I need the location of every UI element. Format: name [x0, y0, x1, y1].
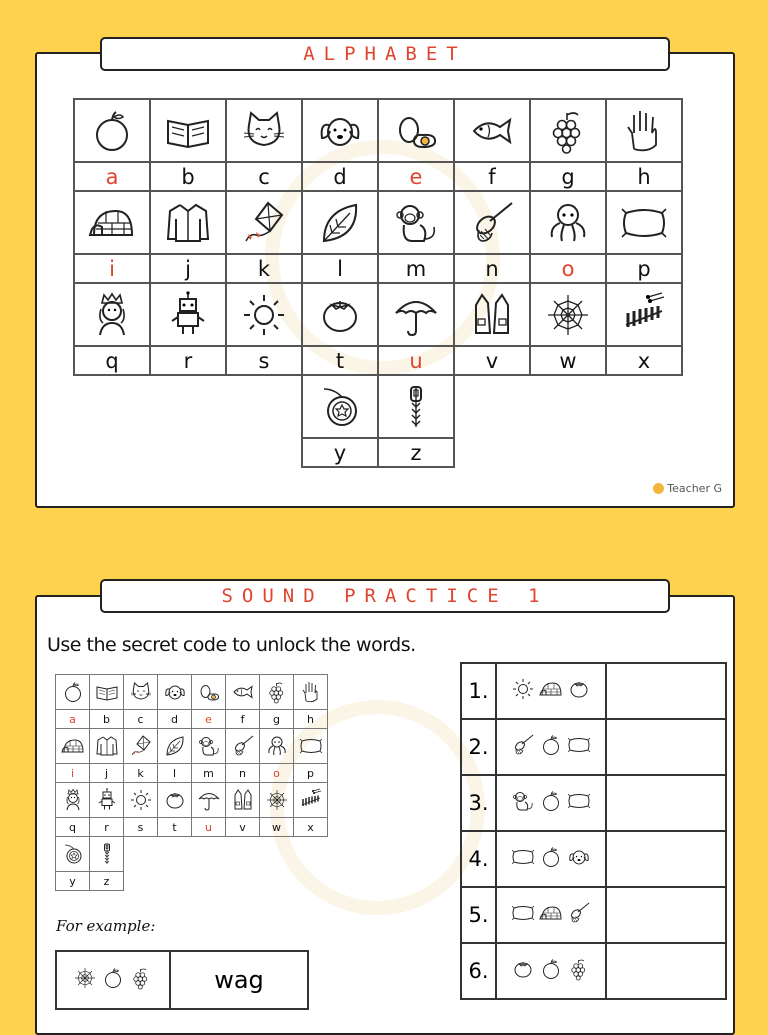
umbrella-icon — [379, 289, 453, 341]
code-cell-k-letter: k — [124, 764, 158, 783]
sun-icon — [227, 289, 301, 341]
answer-blank[interactable] — [606, 887, 726, 943]
monkey-icon — [379, 197, 453, 249]
code-cell-y-picture — [56, 837, 90, 872]
jacket-icon — [90, 733, 123, 759]
code-cell-p-letter: p — [294, 764, 328, 783]
sun-icon — [510, 676, 536, 706]
code-cell-f-letter: f — [226, 710, 260, 729]
big-cell-y-picture — [302, 375, 378, 438]
big-cell-h-letter: h — [606, 162, 682, 191]
leaf-icon — [158, 733, 191, 759]
big-cell-q-letter: q — [74, 346, 150, 375]
big-cell-k-letter: k — [226, 254, 302, 283]
answer-table — [460, 662, 727, 1000]
pillow-icon — [510, 844, 536, 874]
big-cell-t-picture — [302, 283, 378, 346]
jacket-icon — [151, 197, 225, 249]
tomato-icon — [158, 787, 191, 813]
question-clue — [496, 719, 606, 775]
big-cell-i-letter: i — [74, 254, 150, 283]
umbrella-icon — [192, 787, 225, 813]
code-cell-s-letter: s — [124, 818, 158, 837]
apple-icon — [538, 956, 564, 986]
question-number: 3. — [461, 775, 496, 831]
big-cell-v-picture — [454, 283, 530, 346]
code-cell-a-picture — [56, 675, 90, 710]
code-cell-m-letter: m — [192, 764, 226, 783]
big-cell-j-letter: j — [150, 254, 226, 283]
apple-icon — [538, 844, 564, 874]
tomato-icon — [303, 289, 377, 341]
octopus-icon — [260, 733, 293, 759]
big-cell-b-picture — [150, 99, 226, 162]
code-cell-q-letter: q — [56, 818, 90, 837]
code-cell-h-letter: h — [294, 710, 328, 729]
leaf-icon — [303, 197, 377, 249]
tomato-icon — [510, 956, 536, 986]
code-cell-f-picture — [226, 675, 260, 710]
sun-icon — [124, 787, 157, 813]
big-cell-x-picture — [606, 283, 682, 346]
code-grid — [55, 674, 328, 891]
code-cell-n-picture — [226, 729, 260, 764]
code-cell-j-picture — [90, 729, 124, 764]
big-cell-x-letter: x — [606, 346, 682, 375]
kite-icon — [124, 733, 157, 759]
question-number: 1. — [461, 663, 496, 719]
code-cell-u-picture — [192, 783, 226, 818]
zipper-icon — [90, 841, 123, 867]
dog-icon — [158, 679, 191, 705]
code-cell-i-letter: i — [56, 764, 90, 783]
code-cell-q-picture — [56, 783, 90, 818]
example-label: For example: — [56, 917, 156, 935]
code-cell-e-picture — [192, 675, 226, 710]
grapes-icon — [128, 965, 154, 995]
apple-icon — [538, 732, 564, 762]
answer-blank[interactable] — [606, 943, 726, 999]
pillow-icon — [607, 197, 681, 249]
code-cell-a-letter: a — [56, 710, 90, 729]
code-cell-b-picture — [90, 675, 124, 710]
code-cell-o-letter: o — [260, 764, 294, 783]
big-cell-g-letter: g — [530, 162, 606, 191]
dog-icon — [303, 105, 377, 157]
pillow-icon — [566, 732, 592, 762]
example-box — [55, 950, 309, 1010]
question-clue — [496, 831, 606, 887]
net-icon — [566, 900, 592, 930]
igloo-icon — [75, 197, 149, 249]
web-icon — [531, 289, 605, 341]
big-cell-f-picture — [454, 99, 530, 162]
robot-icon — [151, 289, 225, 341]
big-cell-a-picture — [74, 99, 150, 162]
igloo-icon — [538, 676, 564, 706]
big-cell-t-letter: t — [302, 346, 378, 375]
monkey-icon — [510, 788, 536, 818]
grapes-icon — [260, 679, 293, 705]
code-cell-v-picture — [226, 783, 260, 818]
code-cell-p-picture — [294, 729, 328, 764]
apple-icon — [56, 679, 89, 705]
code-cell-k-picture — [124, 729, 158, 764]
big-cell-k-picture — [226, 191, 302, 254]
code-cell-o-picture — [260, 729, 294, 764]
hand-icon — [607, 105, 681, 157]
question-number: 5. — [461, 887, 496, 943]
monkey-icon — [192, 733, 225, 759]
answer-blank[interactable] — [606, 719, 726, 775]
big-cell-w-picture — [530, 283, 606, 346]
big-cell-d-letter: d — [302, 162, 378, 191]
apple-icon — [538, 788, 564, 818]
big-cell-g-picture — [530, 99, 606, 162]
code-cell-c-picture — [124, 675, 158, 710]
code-cell-l-letter: l — [158, 764, 192, 783]
code-cell-z-picture — [90, 837, 124, 872]
example-word: wag — [170, 951, 308, 1009]
code-cell-j-letter: j — [90, 764, 124, 783]
yoyo-icon — [56, 841, 89, 867]
teacher-logo-icon — [653, 483, 664, 494]
code-cell-i-picture — [56, 729, 90, 764]
answer-blank[interactable] — [606, 775, 726, 831]
big-cell-j-picture — [150, 191, 226, 254]
cat-icon — [124, 679, 157, 705]
code-cell-g-letter: g — [260, 710, 294, 729]
code-cell-z-letter: z — [90, 872, 124, 891]
zipper-icon — [379, 381, 453, 433]
code-cell-s-picture — [124, 783, 158, 818]
big-cell-i-picture — [74, 191, 150, 254]
code-cell-u-letter: u — [192, 818, 226, 837]
question-row — [461, 831, 726, 887]
vest-icon — [455, 289, 529, 341]
robot-icon — [90, 787, 123, 813]
igloo-icon — [56, 733, 89, 759]
dog-icon — [566, 844, 592, 874]
big-cell-f-letter: f — [454, 162, 530, 191]
queen-icon — [56, 787, 89, 813]
net-icon — [510, 732, 536, 762]
big-cell-a-letter: a — [74, 162, 150, 191]
code-cell-x-letter: x — [294, 818, 328, 837]
tomato-icon — [566, 676, 592, 706]
practice-title: SOUND PRACTICE 1 — [100, 579, 670, 613]
big-cell-m-letter: m — [378, 254, 454, 283]
big-cell-p-letter: p — [606, 254, 682, 283]
fish-icon — [455, 105, 529, 157]
code-cell-w-letter: w — [260, 818, 294, 837]
question-clue — [496, 775, 606, 831]
apple-icon — [75, 105, 149, 157]
queen-icon — [75, 289, 149, 341]
code-cell-x-picture — [294, 783, 328, 818]
answer-blank[interactable] — [606, 831, 726, 887]
question-number: 2. — [461, 719, 496, 775]
big-cell-l-letter: l — [302, 254, 378, 283]
egg-icon — [379, 105, 453, 157]
code-cell-e-letter: e — [192, 710, 226, 729]
code-cell-r-letter: r — [90, 818, 124, 837]
code-cell-w-picture — [260, 783, 294, 818]
net-icon — [226, 733, 259, 759]
apple-icon — [100, 965, 126, 995]
big-cell-n-letter: n — [454, 254, 530, 283]
code-cell-n-letter: n — [226, 764, 260, 783]
big-cell-q-picture — [74, 283, 150, 346]
net-icon — [455, 197, 529, 249]
big-cell-n-picture — [454, 191, 530, 254]
question-clue — [496, 663, 606, 719]
pillow-icon — [294, 733, 327, 759]
fish-icon — [226, 679, 259, 705]
big-cell-p-picture — [606, 191, 682, 254]
question-row — [461, 943, 726, 999]
big-cell-r-letter: r — [150, 346, 226, 375]
big-cell-m-picture — [378, 191, 454, 254]
question-number: 4. — [461, 831, 496, 887]
credit — [653, 482, 722, 495]
cat-icon — [227, 105, 301, 157]
hand-icon — [294, 679, 327, 705]
big-cell-o-picture — [530, 191, 606, 254]
big-cell-d-picture — [302, 99, 378, 162]
big-cell-h-picture — [606, 99, 682, 162]
igloo-icon — [538, 900, 564, 930]
code-cell-t-picture — [158, 783, 192, 818]
code-cell-m-picture — [192, 729, 226, 764]
big-cell-z-letter: z — [378, 438, 454, 467]
code-cell-v-letter: v — [226, 818, 260, 837]
example-clue — [56, 951, 170, 1009]
xylophone-icon — [607, 289, 681, 341]
pillow-icon — [566, 788, 592, 818]
big-cell-z-picture — [378, 375, 454, 438]
kite-icon — [227, 197, 301, 249]
big-cell-l-picture — [302, 191, 378, 254]
code-cell-r-picture — [90, 783, 124, 818]
web-icon — [72, 965, 98, 995]
code-cell-y-letter: y — [56, 872, 90, 891]
code-cell-d-letter: d — [158, 710, 192, 729]
big-cell-s-letter: s — [226, 346, 302, 375]
big-cell-c-picture — [226, 99, 302, 162]
question-number: 6. — [461, 943, 496, 999]
code-cell-t-letter: t — [158, 818, 192, 837]
code-cell-b-letter: b — [90, 710, 124, 729]
answer-blank[interactable] — [606, 663, 726, 719]
code-cell-d-picture — [158, 675, 192, 710]
code-cell-c-letter: c — [124, 710, 158, 729]
pillow-icon — [510, 900, 536, 930]
egg-icon — [192, 679, 225, 705]
big-cell-e-letter: e — [378, 162, 454, 191]
grapes-icon — [566, 956, 592, 986]
question-clue — [496, 943, 606, 999]
question-row — [461, 887, 726, 943]
code-cell-l-picture — [158, 729, 192, 764]
credit-text: Teacher G — [667, 482, 722, 495]
big-cell-u-letter: u — [378, 346, 454, 375]
book-icon — [151, 105, 225, 157]
yoyo-icon — [303, 381, 377, 433]
big-cell-v-letter: v — [454, 346, 530, 375]
question-row — [461, 663, 726, 719]
big-cell-y-letter: y — [302, 438, 378, 467]
big-cell-s-picture — [226, 283, 302, 346]
question-row — [461, 775, 726, 831]
big-cell-o-letter: o — [530, 254, 606, 283]
grapes-icon — [531, 105, 605, 157]
vest-icon — [226, 787, 259, 813]
alphabet-grid — [73, 98, 683, 468]
xylophone-icon — [294, 787, 327, 813]
octopus-icon — [531, 197, 605, 249]
code-cell-g-picture — [260, 675, 294, 710]
big-cell-u-picture — [378, 283, 454, 346]
big-cell-b-letter: b — [150, 162, 226, 191]
web-icon — [260, 787, 293, 813]
book-icon — [90, 679, 123, 705]
alphabet-title: ALPHABET — [100, 37, 670, 71]
question-row — [461, 719, 726, 775]
big-cell-c-letter: c — [226, 162, 302, 191]
big-cell-e-picture — [378, 99, 454, 162]
big-cell-r-picture — [150, 283, 226, 346]
big-cell-w-letter: w — [530, 346, 606, 375]
question-clue — [496, 887, 606, 943]
code-cell-h-picture — [294, 675, 328, 710]
instruction-text: Use the secret code to unlock the words. — [47, 634, 416, 656]
